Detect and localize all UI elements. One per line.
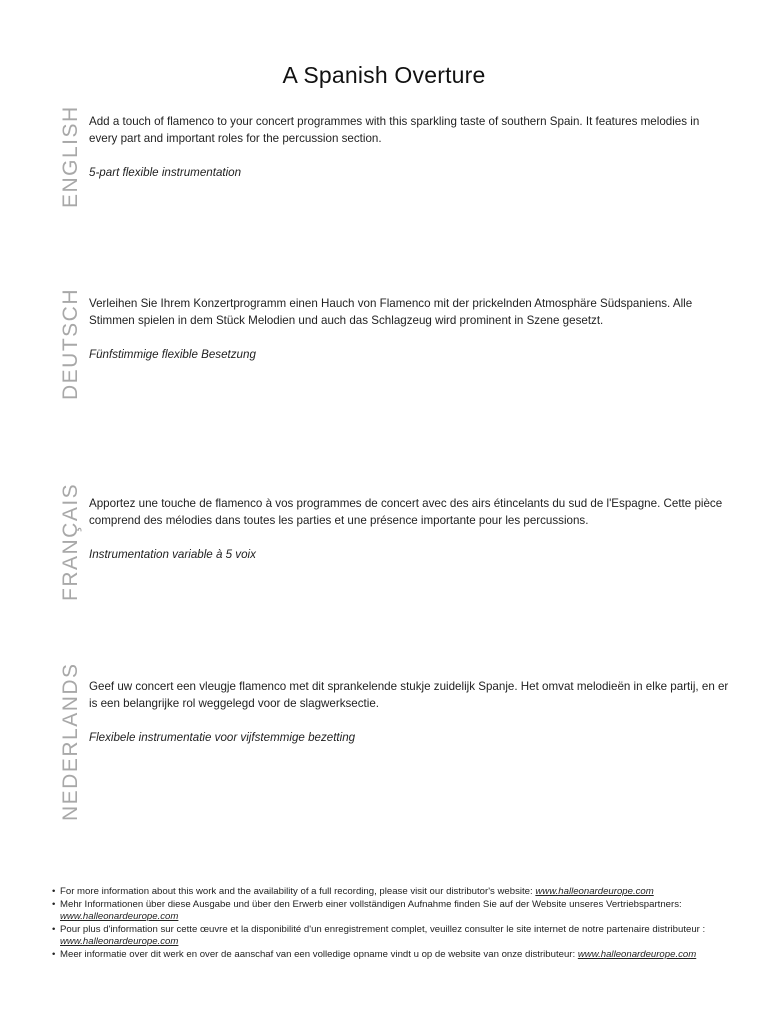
- section-english: [0, 105, 768, 208]
- footer-note-text: Pour plus d'information sur cette œuvre et la disponibilité d'un enregistrement complet, veuillez consulter le site internet de notre partenaire distributeur :: [60, 923, 706, 935]
- instrumentation: 5-part flexible instrumentation: [89, 166, 242, 179]
- description: Geef uw concert een vleugje flamenco met dit sprankelende stukje zuidelijk Spanje. Het omvat melodieën in elke partij, en er is een belangrijke rol weggelegd voor de slagwerksectie.: [89, 680, 729, 710]
- language-label: FRANÇAIS: [59, 482, 82, 601]
- description: Verleihen Sie Ihrem Konzertprogramm einen Hauch von Flamenco mit der prickelnden Atmosphäre Südspaniens. Alle Stimmen spielen in dem Stück Melodien und auch das Schlagzeug wird prominent in Szene gesetzt.: [89, 297, 693, 327]
- footer-note-text: For more information about this work and the availability of a full recording, please visit our distributor's website:: [60, 886, 536, 897]
- section-francais: [0, 482, 768, 601]
- footer-note-english: [52, 886, 732, 899]
- instrumentation: Instrumentation variable à 5 voix: [89, 548, 256, 561]
- description: Apportez une touche de flamenco à vos programmes de concert avec des airs étincelants du sud de l'Espagne. Cette pièce comprend des mélodies dans toutes les parties et une présence importante pour les percussions.: [89, 497, 723, 527]
- distributor-link[interactable]: www.halleonardeurope.com: [60, 911, 179, 922]
- page-title: A Spanish Overture: [282, 62, 486, 88]
- description: Add a touch of flamenco to your concert programmes with this sparkling taste of southern Spain. It features melodies in every part and important roles for the percussion section.: [89, 115, 700, 145]
- language-label: NEDERLANDS: [59, 662, 82, 821]
- footer-note-francais: [52, 924, 732, 949]
- instrumentation: Flexibele instrumentatie voor vijfstemmige bezetting: [89, 731, 356, 744]
- language-label: DEUTSCH: [59, 287, 82, 400]
- distributor-link[interactable]: www.halleonardeurope.com: [577, 948, 697, 960]
- distributor-link[interactable]: www.halleonardeurope.com: [60, 936, 179, 947]
- footer-note-nederlands: [52, 949, 732, 962]
- footer-note-text: Meer informatie over dit werk en over de aanschaf van een volledige opname vindt u op de website van onze distributeur:: [60, 948, 578, 960]
- distributor-link[interactable]: www.halleonardeurope.com: [535, 886, 654, 897]
- section-nederlands: [0, 662, 768, 821]
- footer-notes: [52, 886, 732, 961]
- footer-note-text: Mehr Informationen über diese Ausgabe und über den Erwerb einer vollständigen Aufnahme finden Sie auf der Website unseres Vertriebspartners:: [60, 898, 682, 910]
- language-label: ENGLISH: [59, 105, 82, 208]
- footer-note-deutsch: [52, 899, 732, 924]
- section-deutsch: [0, 287, 768, 400]
- instrumentation: Fünfstimmige flexible Besetzung: [89, 348, 256, 361]
